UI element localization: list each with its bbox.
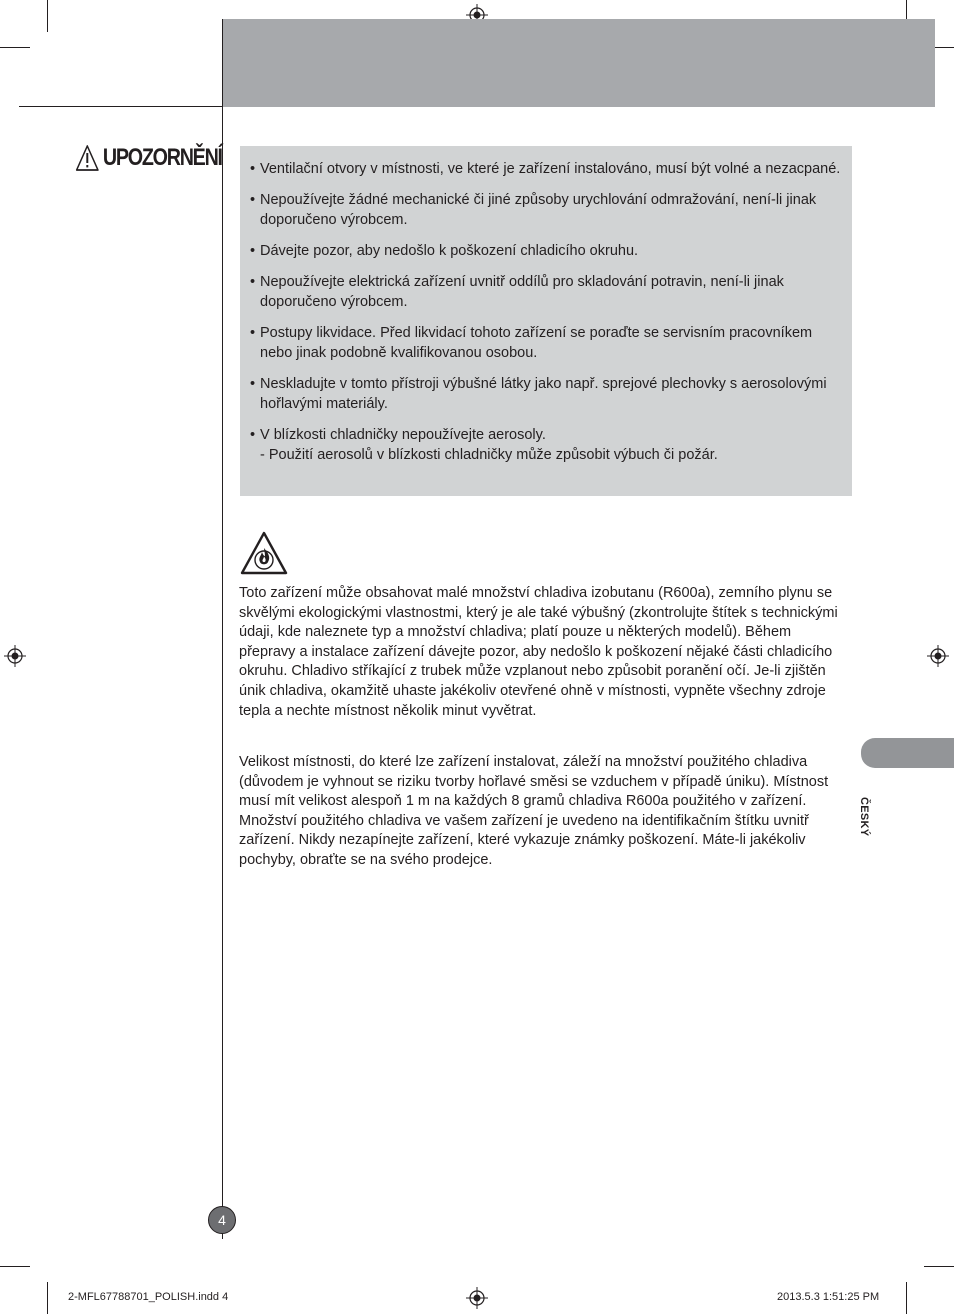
body-paragraph: Toto zařízení může obsahovat malé množství chladiva izobutanu (R600a), zemního plynu se skvělými ekologickými vlastnostmi, který je ale také výbušný (zkontrolujte štítek s technickými údaji, kde naleznete typ a množství chladiva; platí pouze u některých modelů). Během přepravy a instalace zařízení dávejte pozor, aby nedošlo k poškození nějaké části chladicího okruhu. Chladivo stříkající z trubek může vzplanout nebo způsobit poranění očí. Je-li zjištěn únik chladiva, okamžitě uhaste jakékoliv otevřené ohně v místnosti, vypněte všechny zdroje tepla a nechte místnost několik minut vyvětrat. xyxy=(239,585,838,719)
list-item: • Neskladujte v tomto přístroji výbušné látky jako např. sprejové plechovky s aerosolovými hořlavými materiály. xyxy=(250,376,827,412)
crop-mark xyxy=(906,1282,907,1314)
language-label: ČESKÝ xyxy=(858,797,870,837)
registration-mark-icon xyxy=(4,645,26,667)
crop-mark xyxy=(0,1266,30,1267)
list-item: • V blízkosti chladničky nepoužívejte aerosoly. - Použití aerosolů v blízkosti chladničky může způsobit výbuch či požár. xyxy=(250,425,844,465)
crop-mark xyxy=(47,1282,48,1314)
crop-mark xyxy=(924,1266,954,1267)
page-number: 4 xyxy=(208,1206,236,1234)
registration-mark-icon xyxy=(466,1287,488,1309)
warning-triangle-icon xyxy=(75,144,100,172)
list-item: • Nepoužívejte žádné mechanické či jiné způsoby urychlování odmražování, není-li jinak doporučeno výrobcem. xyxy=(250,192,817,228)
section-title xyxy=(75,144,222,172)
header-rule xyxy=(19,106,222,107)
body-paragraph: Velikost místnosti, do které lze zařízení instalovat, záleží na množství použitého chladiva (důvodem je vyhnout se riziku tvorby hořlavé směsi se vzduchem v případě úniku). Místnost musí mít velikost alespoň 1 m na každých 8 gramů chladiva R600a použitého v zařízení. Množství použitého chladiva ve vašem zařízení je uvedeno na identifikačním štítku uvnitř zařízení. Nikdy nezapínejte zařízení, které vykazuje známky poškození. Máte-li jakékoliv pochyby, obraťte se na svého prodejce. xyxy=(239,754,829,868)
column-divider xyxy=(222,19,223,1239)
list-item: • Nepoužívejte elektrická zařízení uvnitř oddílů pro skladování potravin, není-li jinak doporučeno výrobcem. xyxy=(250,274,784,310)
slug-filename: 2-MFL67788701_POLISH.indd 4 xyxy=(68,1291,229,1303)
crop-mark xyxy=(47,0,48,32)
list-item: • Dávejte pozor, aby nedošlo k poškození chladicího okruhu. xyxy=(250,243,639,259)
language-tab xyxy=(861,738,954,768)
header-bar xyxy=(222,19,935,107)
list-item: • Ventilační otvory v místnosti, ve které je zařízení instalováno, musí být volné a nezacpané. xyxy=(250,161,841,177)
list-sub-item: - Použití aerosolů v blízkosti chladničky může způsobit výbuch či požár. xyxy=(260,447,718,463)
list-item: • Postupy likvidace. Před likvidací tohoto zařízení se poraďte se servisním pracovníkem nebo jinak podobně kvalifikovanou osobou. xyxy=(250,325,813,361)
registration-mark-icon xyxy=(927,645,949,667)
warning-list xyxy=(250,159,844,465)
warning-box xyxy=(240,146,852,496)
flammable-warning-icon xyxy=(240,531,288,575)
section-title-text: UPOZORNĚNÍ xyxy=(102,144,222,171)
crop-mark xyxy=(0,47,30,48)
slug-timestamp: 2013.5.3 1:51:25 PM xyxy=(777,1291,880,1303)
